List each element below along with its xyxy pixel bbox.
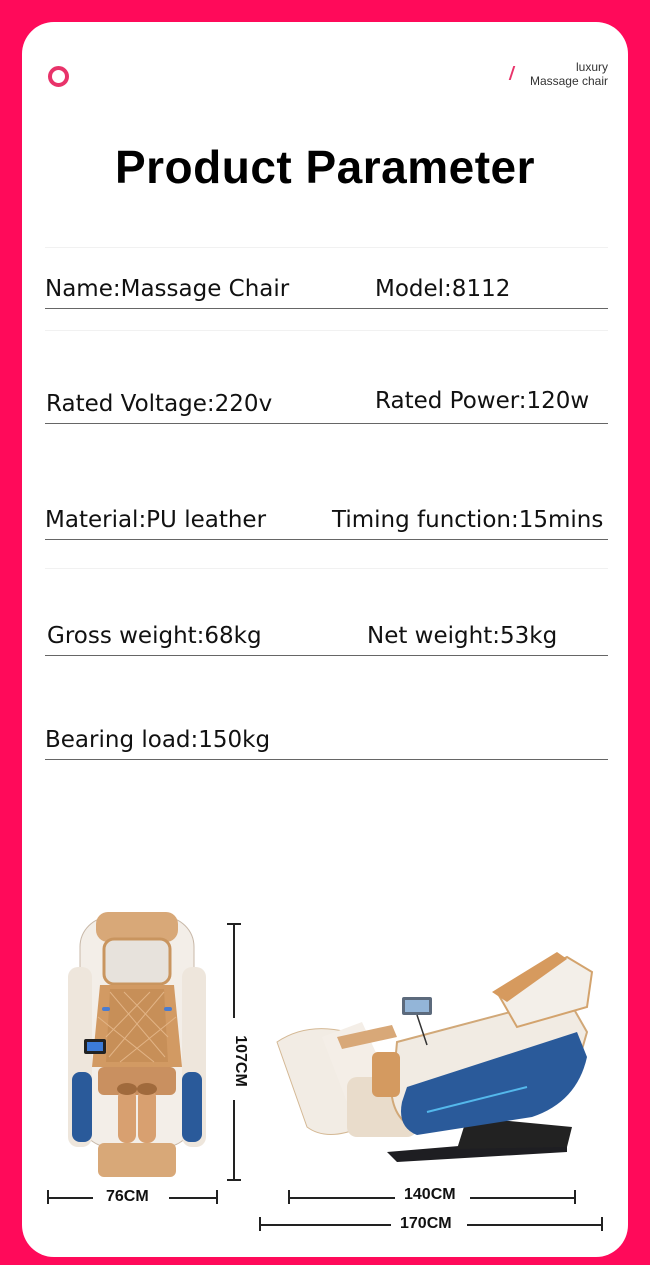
param-bearing: Bearing load:150kg <box>45 727 271 753</box>
divider <box>45 330 608 331</box>
param-material: Material:PU leather <box>45 507 267 533</box>
dim-line <box>470 1197 575 1199</box>
divider <box>45 568 608 569</box>
brand-line1: luxury <box>575 60 608 74</box>
dim-height-label: 107CM <box>231 1035 249 1087</box>
dim-line <box>467 1224 602 1226</box>
brand-line2: Massage chair <box>529 74 608 88</box>
product-card <box>22 22 628 1257</box>
dim-tick <box>601 1217 603 1231</box>
dim-line <box>233 923 235 1018</box>
param-row-3 <box>45 499 608 540</box>
param-gross: Gross weight:68kg <box>47 623 262 649</box>
param-model: Model:8112 <box>375 276 511 302</box>
param-name: Name:Massage Chair <box>45 276 290 302</box>
chair-front-image <box>62 907 212 1177</box>
dim-width-label: 76CM <box>106 1188 149 1205</box>
dim-tick <box>227 1179 241 1181</box>
dim-line <box>169 1197 217 1199</box>
dim-tick <box>216 1190 218 1204</box>
dim-line <box>233 1100 235 1180</box>
param-power: Rated Power:120w <box>375 388 590 414</box>
dim-length-full-label: 170CM <box>400 1215 452 1232</box>
dim-line <box>288 1197 395 1199</box>
param-timing: Timing function:15mins <box>332 507 604 533</box>
dim-line <box>259 1224 391 1226</box>
param-row-5 <box>45 719 608 760</box>
chair-side-image <box>267 937 597 1172</box>
param-voltage: Rated Voltage:220v <box>46 391 273 417</box>
param-row-1 <box>45 268 608 309</box>
param-net: Net weight:53kg <box>367 623 558 649</box>
param-row-2 <box>45 383 608 424</box>
dim-length-reclined-label: 140CM <box>404 1186 456 1203</box>
page-title: Product Parameter <box>114 141 536 193</box>
param-row-4 <box>45 615 608 656</box>
divider <box>45 247 608 248</box>
brand-slash-icon <box>509 66 516 80</box>
dim-tick <box>574 1190 576 1204</box>
brand-ring-icon <box>48 66 69 87</box>
dim-line <box>47 1197 93 1199</box>
